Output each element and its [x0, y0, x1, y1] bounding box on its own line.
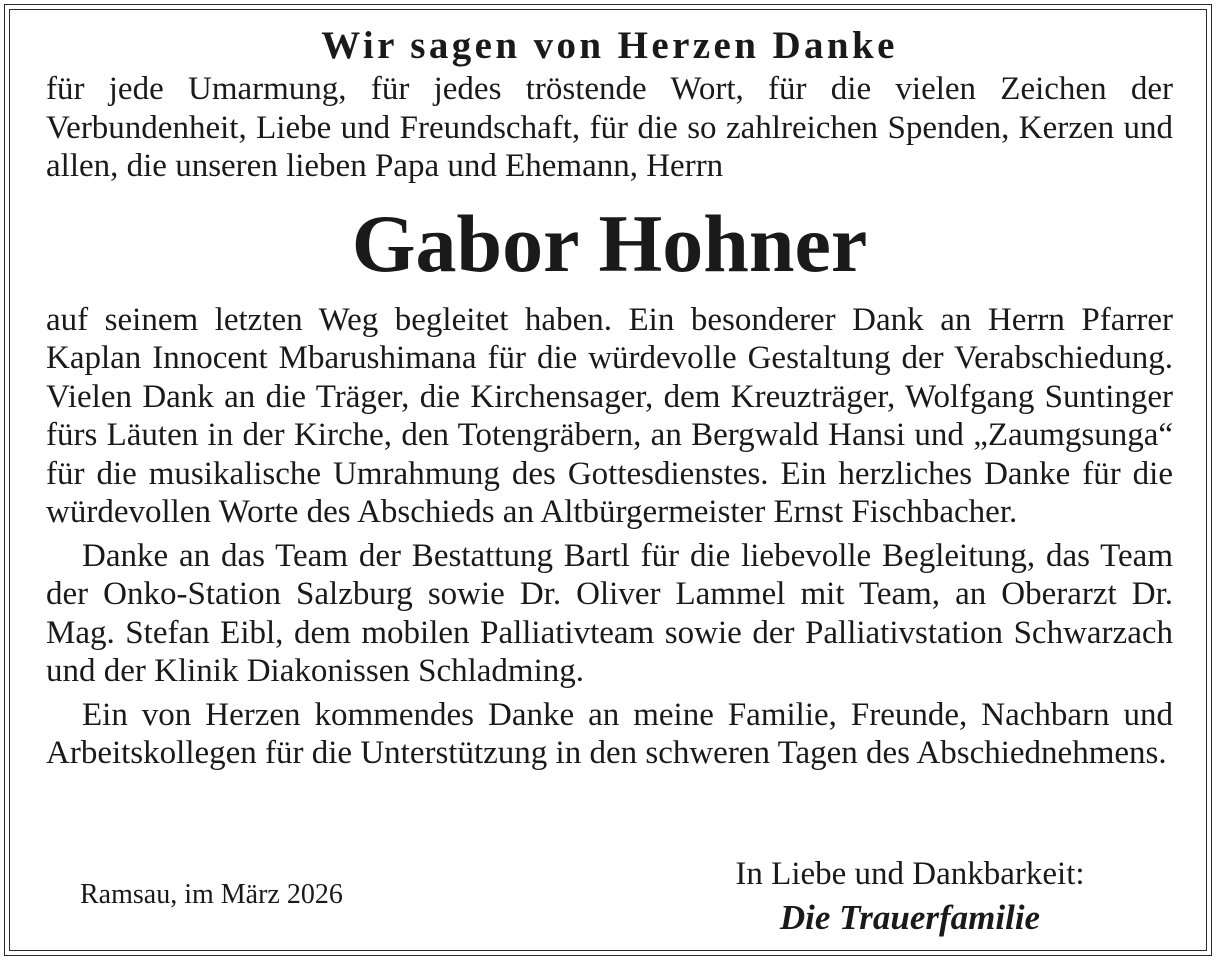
- signature: Die Trauerfamilie: [779, 898, 1041, 937]
- place-date: Ramsau, im März 2026: [80, 879, 343, 910]
- headline: Wir sagen von Herzen Danke: [321, 24, 898, 67]
- intro-paragraph: für jede Umarmung, für jedes tröstende Wort, für die vielen Zeichen der Verbundenheit, Liebe und Freundschaft, für die so zahlreichen Spenden, Kerzen und allen, die unseren lieben Papa und Ehemann, Herrn: [46, 71, 1173, 184]
- thanks-paragraph-2: Danke an das Team der Bestattung Bartl für die liebevolle Begleitung, das Team der Onko-Station Salzburg sowie Dr. Oliver Lammel mit Team, an Oberarzt Dr. Mag. Stefan Eibl, dem mobilen Palliativteam sowie der Palliativstation Schwarzach und der Klinik Diakonissen Schladming.: [46, 537, 1173, 689]
- notice-body: [46, 22, 1173, 773]
- closing-line: In Liebe und Dankbarkeit:: [735, 856, 1085, 892]
- deceased-name: Gabor Hohner: [351, 197, 868, 289]
- thanks-paragraph-1: auf seinem letzten Weg begleitet haben. Ein besonderer Dank an Herrn Pfarrer Kaplan Innocent Mbarushimana für die würdevolle Gestaltung der Verabschiedung. Vielen Dank an die Träger, die Kirchensager, dem Kreuzträger, Wolfgang Suntinger fürs Läuten in der Kirche, den Totengräbern, an Bergwald Hansi und „Zaumgsunga“ für die musikalische Umrahmung des Gottesdienstes. Ein herzliches Danke für die würdevollen Worte des Abschieds an Altbürgermeister Ernst Fischbacher.: [46, 301, 1173, 530]
- closing-block: [660, 855, 1160, 939]
- thanks-paragraph-3: Ein von Herzen kommendes Danke an meine Familie, Freunde, Nachbarn und Arbeitskollegen für die Unterstützung in den schweren Tagen des Abschiednehmens.: [46, 696, 1173, 771]
